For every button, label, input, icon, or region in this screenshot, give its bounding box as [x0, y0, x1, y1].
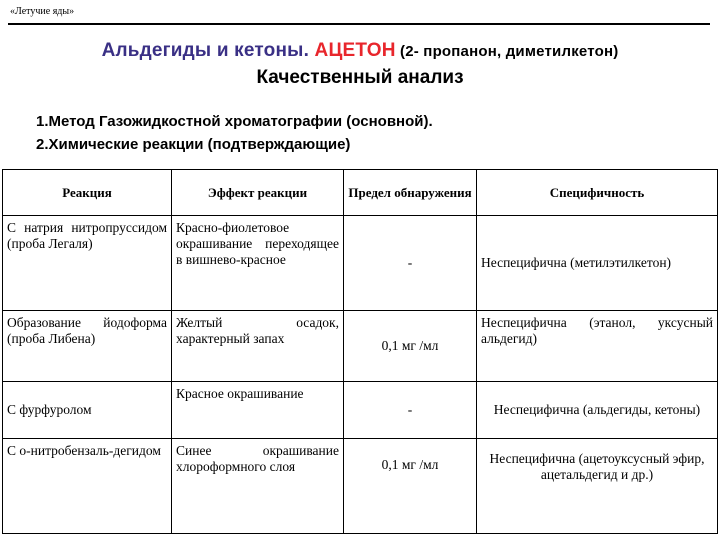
page-title	[0, 40, 720, 62]
cell-effect: Желтый осадок, характерный запах	[172, 311, 344, 382]
header-specificity: Специфичность	[477, 170, 718, 216]
header-label: «Летучие яды»	[10, 6, 75, 17]
header-effect: Эффект реакции	[172, 170, 344, 216]
header-reaction: Реакция	[3, 170, 172, 216]
cell-effect: Красное окрашивание	[172, 382, 344, 439]
methods-list	[36, 110, 433, 156]
title-part-acetone: АЦЕТОН	[314, 40, 396, 61]
table-row	[3, 216, 718, 311]
cell-specificity: Неспецифична (метилэтилкетон)	[477, 216, 718, 311]
table-row	[3, 439, 718, 534]
cell-specificity: Неспецифична (ацетоуксусный эфир, ацетальдегид и др.)	[477, 439, 718, 534]
title-part-synonyms: (2- пропанон, диметилкетон)	[395, 43, 619, 60]
table-header-row	[3, 170, 718, 216]
table-row	[3, 382, 718, 439]
header-detection-limit: Предел обнаружения	[344, 170, 477, 216]
cell-specificity: Неспецифична (альдегиды, кетоны)	[477, 382, 718, 439]
method-item-chemical: 2.Химические реакции (подтверждающие)	[36, 136, 351, 153]
cell-effect: Синее окрашивание хлороформного слоя	[172, 439, 344, 534]
table-row	[3, 311, 718, 382]
title-part-aldehydes: Альдегиды и кетоны.	[101, 40, 315, 61]
header-divider	[8, 23, 710, 25]
cell-reaction: Образование йодоформа (проба Либена)	[3, 311, 172, 382]
reactions-table	[2, 169, 718, 534]
cell-limit: 0,1 мг /мл	[344, 439, 477, 534]
cell-reaction: С о-нитробензаль-дегидом	[3, 439, 172, 534]
cell-limit: -	[344, 382, 477, 439]
cell-reaction: С натрия нитропруссидом (проба Легаля)	[3, 216, 172, 311]
cell-effect: Красно-фиолетовое окрашивание переходящее в вишнево-красное	[172, 216, 344, 311]
cell-limit: -	[344, 216, 477, 311]
page-subtitle: Качественный анализ	[256, 67, 464, 88]
cell-specificity: Неспецифична (этанол, уксусный альдегид)	[477, 311, 718, 382]
cell-reaction: С фурфуролом	[3, 382, 172, 439]
method-item-gc: 1.Метод Газожидкостной хроматографии (основной).	[36, 113, 433, 130]
cell-limit: 0,1 мг /мл	[344, 311, 477, 382]
